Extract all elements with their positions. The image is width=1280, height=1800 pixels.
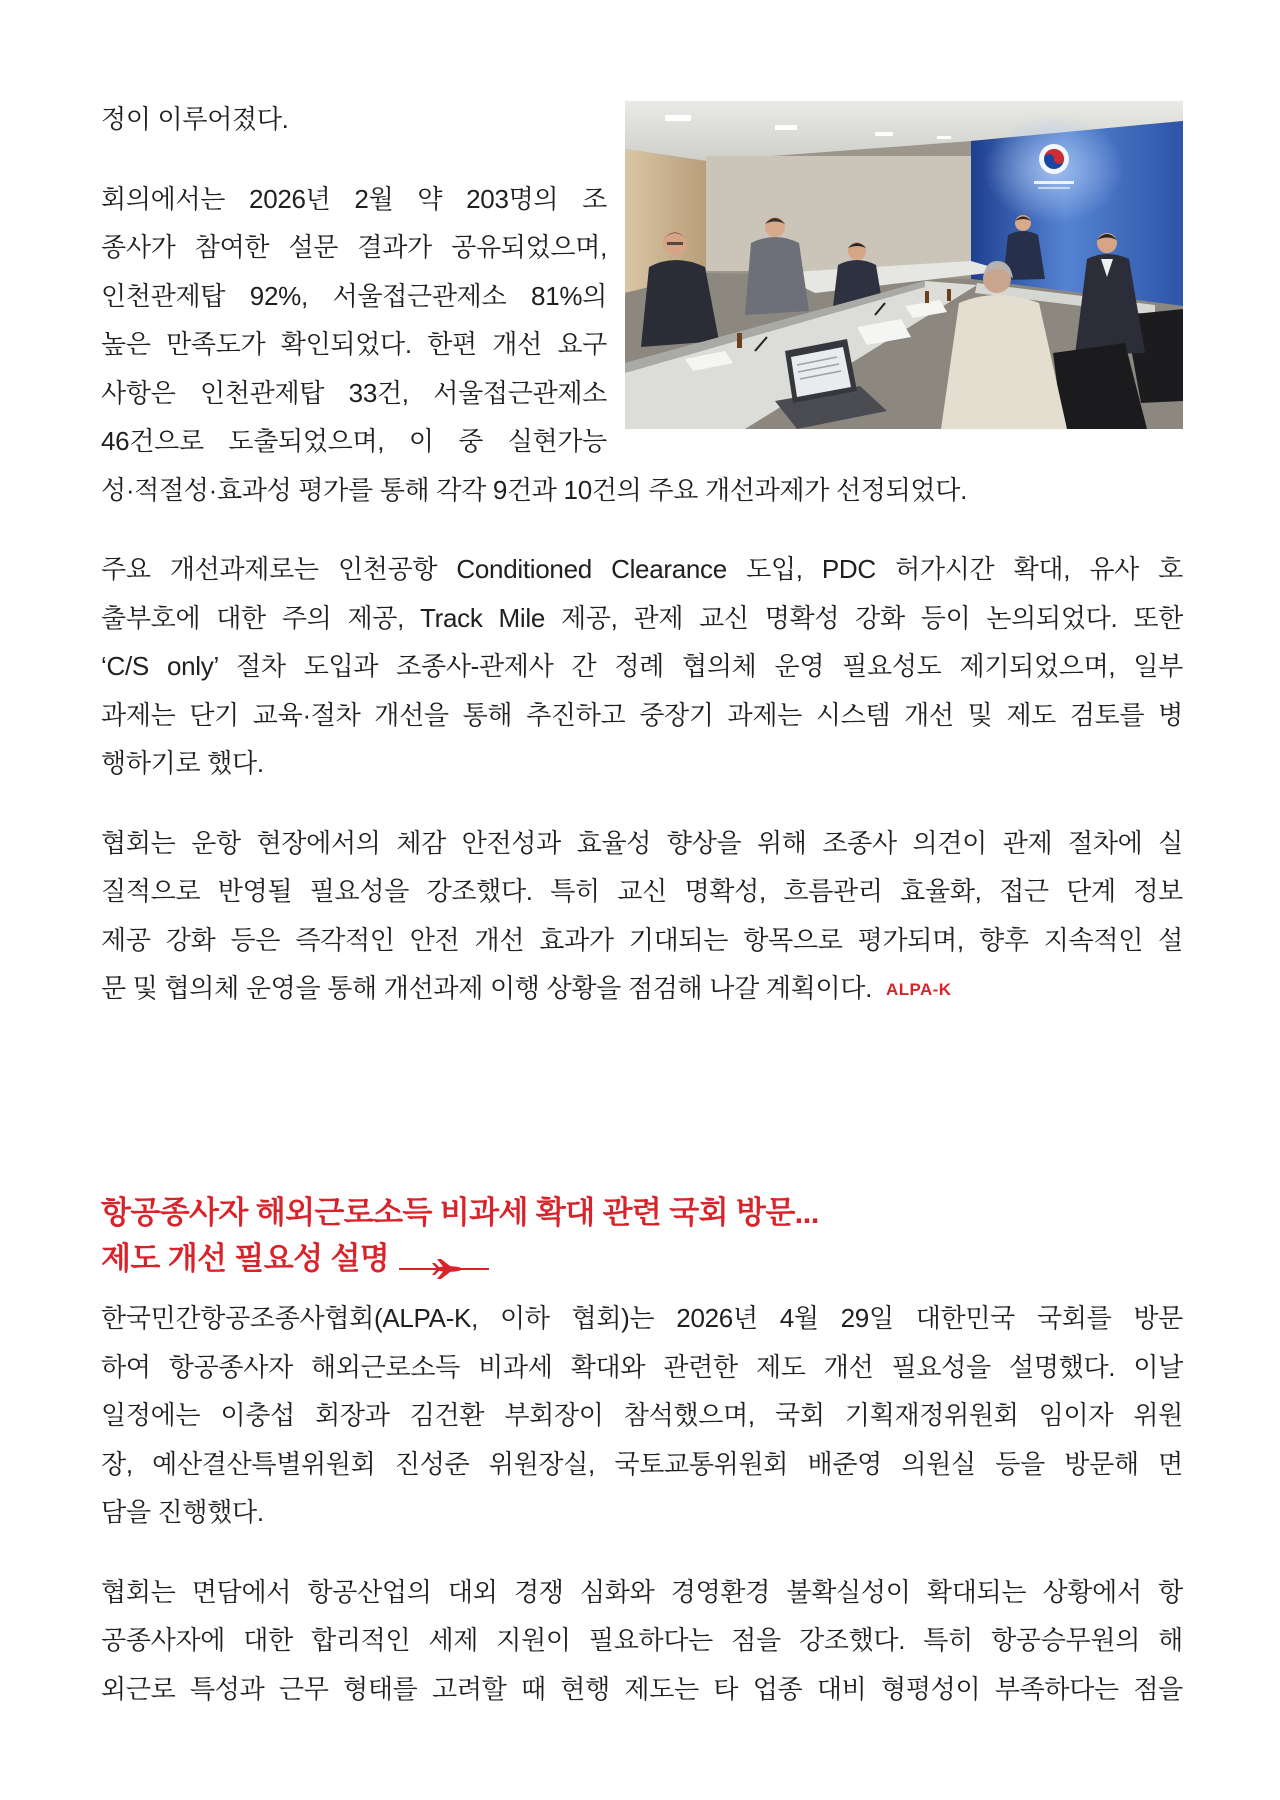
paragraph bbox=[101, 95, 1183, 144]
author-signature: ALPA-K bbox=[886, 980, 952, 999]
body-line: 제공 강화 등은 즉각적인 안전 개선 효과가 기대되는 항목으로 평가되며, 향후 지속적인 설 bbox=[101, 924, 1183, 955]
body-line: 담을 진행했다. bbox=[101, 1497, 264, 1527]
body-line: 하여 항공종사자 해외근로소득 비과세 확대와 관련한 제도 개선 필요성을 설명했다. 이날 bbox=[101, 1351, 1183, 1382]
headline-line-text: 제도 개선 필요성 설명 bbox=[101, 1241, 390, 1276]
article-continuation bbox=[101, 95, 1183, 1044]
paragraph bbox=[101, 819, 1183, 1013]
paragraph bbox=[101, 175, 1183, 515]
body-line: 성·적절성·효과성 평가를 통해 각각 9건과 10건의 주요 개선과제가 선정되었다. bbox=[101, 474, 967, 505]
article-national-assembly-visit bbox=[101, 1190, 1183, 1744]
airplane-icon bbox=[399, 1247, 489, 1271]
body-line: 외근로 특성과 근무 형태를 고려할 때 현행 제도는 타 업종 대비 형평성이 부족하다는 점을 bbox=[101, 1673, 1183, 1704]
body-line: 정이 이루어졌다. bbox=[101, 104, 289, 134]
body-line: 한국민간항공조종사협회(ALPA-K, 이하 협회)는 2026년 4월 29일 대한민국 국회를 방문 bbox=[101, 1303, 1183, 1333]
body-line: 인천관제탑 92%, 서울접근관제소 81%의 bbox=[101, 280, 607, 311]
body-line: 주요 개선과제로는 인천공항 Conditioned Clearance 도입, PDC 허가시간 확대, 유사 호 bbox=[101, 554, 1183, 584]
body-line: 공종사자에 대한 합리적인 세제 지원이 필요하다는 점을 강조했다. 특히 항공승무원의 해 bbox=[101, 1625, 1183, 1655]
paragraph bbox=[101, 1568, 1183, 1714]
body-line: 질적으로 반영될 필요성을 강조했다. 특히 교신 명확성, 흐름관리 효율화, 접근 단계 정보 bbox=[101, 876, 1183, 906]
body-line: 협회는 운항 현장에서의 체감 안전성과 효율성 향상을 위해 조종사 의견이 관제 절차에 실 bbox=[101, 827, 1183, 858]
article-headline bbox=[101, 1190, 1183, 1282]
headline-line: 항공종사자 해외근로소득 비과세 확대 관련 국회 방문... bbox=[101, 1195, 819, 1230]
body-line: 행하기로 했다. bbox=[101, 748, 264, 778]
body-line: ‘C/S only’ 절차 도입과 조종사-관제사 간 정례 협의체 운영 필요성도 제기되었으며, 일부 bbox=[101, 651, 1183, 681]
paragraph bbox=[101, 1294, 1183, 1537]
body-line: 장, 예산결산특별위원회 진성준 위원장실, 국토교통위원회 배준영 의원실 등을 방문해 면 bbox=[101, 1448, 1183, 1479]
body-line: 사항은 인천관제탑 33건, 서울접근관제소 bbox=[101, 377, 607, 408]
body-line: 협회는 면담에서 항공산업의 대외 경쟁 심화와 경영환경 불확실성이 확대되는 상황에서 항 bbox=[101, 1576, 1183, 1607]
body-line: 46건으로 도출되었으며, 이 중 실현가능 bbox=[101, 426, 607, 456]
body-line: 출부호에 대한 주의 제공, Track Mile 제공, 관제 교신 명확성 강화 등이 논의되었다. 또한 bbox=[101, 602, 1183, 633]
body-line bbox=[101, 964, 1183, 1013]
body-line: 과제는 단기 교육·절차 개선을 통해 추진하고 중장기 과제는 시스템 개선 및 제도 검토를 병 bbox=[101, 699, 1183, 730]
headline-line bbox=[101, 1236, 1183, 1282]
body-line-text: 문 및 협의체 운영을 통해 개선과제 이행 상황을 점검해 나갈 계획이다. bbox=[101, 973, 873, 1003]
paragraph bbox=[101, 545, 1183, 788]
body-line: 회의에서는 2026년 2월 약 203명의 조 bbox=[101, 183, 607, 214]
body-line: 종사가 참여한 설문 결과가 공유되었으며, bbox=[101, 232, 607, 262]
body-line: 일정에는 이충섭 회장과 김건환 부회장이 참석했으며, 국회 기획재정위원회 임이자 위원 bbox=[101, 1400, 1183, 1430]
body-line: 높은 만족도가 확인되었다. 한편 개선 요구 bbox=[101, 329, 607, 359]
